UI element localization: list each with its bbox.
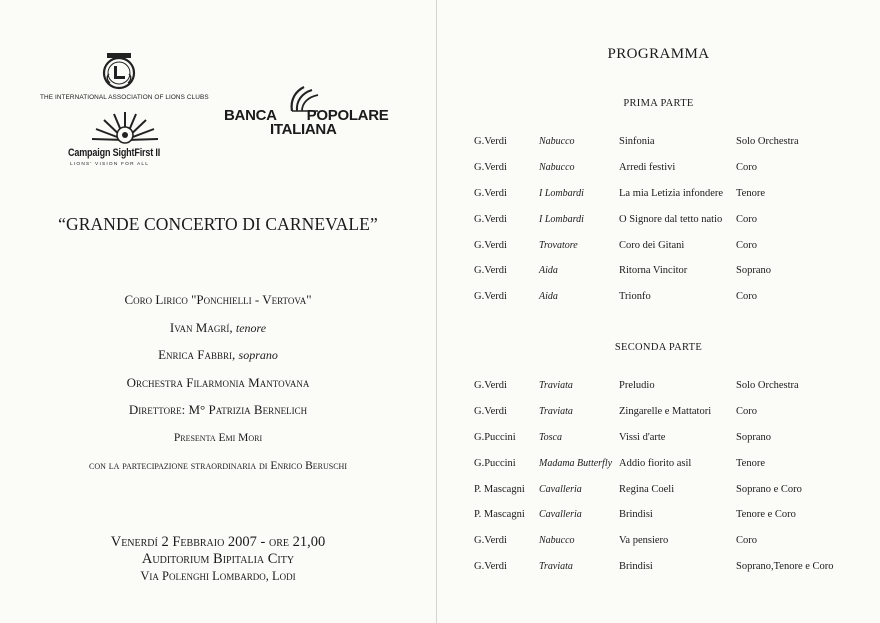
opera: Traviata: [539, 405, 573, 417]
piece: Addio fiorito asil: [619, 457, 692, 469]
opera: Tosca: [539, 431, 562, 443]
programme-row: [437, 291, 880, 317]
programme-row: [437, 406, 880, 432]
composer: G.Puccini: [474, 457, 516, 469]
conductor: Direttore: M° Patrizia Bernelich: [128, 402, 308, 418]
part1-table: [437, 136, 880, 317]
composer: P. Mascagni: [474, 509, 525, 521]
programme-row: [437, 561, 880, 587]
piece: Brindisi: [619, 509, 653, 521]
opera: Nabucco: [539, 535, 575, 547]
opera: Aida: [539, 291, 558, 303]
piece: Zingarelle e Mattatori: [619, 405, 712, 417]
composer: G.Verdi: [474, 213, 507, 225]
programme-row: [437, 162, 880, 188]
performer: Solo Orchestra: [736, 136, 799, 147]
opera: Madama Butterfly: [539, 457, 613, 469]
performer: Coro: [736, 239, 757, 251]
tenor: [0, 318, 436, 346]
opera: Cavalleria: [539, 483, 582, 495]
composer: G.Verdi: [474, 405, 507, 417]
event-info: [0, 533, 436, 584]
programme-row: [437, 136, 880, 162]
performer: Coro: [736, 161, 757, 173]
performer: Soprano: [736, 265, 771, 277]
bank-logo: [224, 85, 404, 137]
composer: G.Verdi: [474, 291, 507, 303]
sightfirst-logo: [68, 110, 198, 172]
soprano-role: soprano: [238, 348, 278, 363]
piece: La mia Letizia infondere: [619, 187, 724, 199]
part2-table: [437, 380, 880, 587]
programme-row: [437, 240, 880, 266]
performer: Soprano,Tenore e Coro: [736, 561, 834, 573]
piece: Ritorna Vincitor: [619, 265, 688, 277]
piece: Va pensiero: [619, 535, 669, 547]
composer: G.Verdi: [474, 239, 507, 251]
lions-emblem-icon: [101, 50, 137, 90]
piece: O Signore dal tetto natio: [619, 213, 723, 225]
opera: Trovatore: [539, 239, 578, 251]
bank-name-line2: ITALIANA: [270, 121, 337, 138]
composer: G.Verdi: [474, 380, 507, 391]
right-page: [437, 0, 880, 623]
performer: Soprano: [736, 431, 771, 443]
bank-word-popolare: POPOLARE: [306, 107, 389, 124]
lions-caption: THE INTERNATIONAL ASSOCIATION OF LIONS CLUBS: [40, 94, 209, 101]
opera: Cavalleria: [539, 509, 582, 521]
opera: I Lombardi: [539, 187, 584, 199]
presenter: Presenta Emi Mori: [173, 431, 263, 444]
opera: Aida: [539, 265, 558, 277]
tenor-role: tenore: [235, 320, 267, 335]
orchestra: Orchestra Filarmonia Mantovana: [126, 374, 310, 390]
bank-word-banca: BANCA: [224, 107, 277, 124]
sightfirst-tagline: LIONS' VISION FOR ALL: [70, 162, 150, 167]
opera: Nabucco: [539, 136, 575, 147]
composer: G.Verdi: [474, 561, 507, 573]
composer: G.Verdi: [474, 187, 507, 199]
programme-row: [437, 265, 880, 291]
piece: Brindisi: [619, 561, 653, 573]
opera: Nabucco: [539, 161, 575, 173]
event-venue: Auditorium Bipitalia City: [141, 551, 295, 567]
concert-title: “GRANDE CONCERTO DI CARNEVALE”: [58, 214, 378, 234]
performer: Tenore e Coro: [736, 509, 796, 521]
soprano-name: Enrica Fabbri,: [158, 347, 236, 363]
programme-row: [437, 214, 880, 240]
soprano: [0, 345, 436, 373]
sunburst-icon: [90, 110, 160, 148]
performer: Tenore: [736, 187, 765, 199]
piece: Preludio: [619, 380, 655, 391]
programme-row: [437, 484, 880, 510]
programme-row: [437, 535, 880, 561]
piece: Trionfo: [619, 291, 651, 303]
programme-row: [437, 509, 880, 535]
opera: I Lombardi: [539, 213, 584, 225]
composer: G.Verdi: [474, 161, 507, 173]
tenor-name: Ivan Magrí,: [169, 319, 233, 335]
part2-heading: SECONDA PARTE: [614, 342, 703, 353]
performer: Soprano e Coro: [736, 483, 802, 495]
choir: Coro Lirico "Ponchielli - Vertova": [124, 292, 312, 307]
programme-row: [437, 432, 880, 458]
programme-title: PROGRAMMA: [607, 46, 710, 62]
opera: Traviata: [539, 561, 573, 573]
performer: Coro: [736, 405, 757, 417]
performer: Coro: [736, 213, 757, 225]
left-page: [0, 0, 437, 623]
performers-list: [0, 290, 436, 483]
composer: G.Verdi: [474, 136, 507, 147]
part1-heading: PRIMA PARTE: [623, 98, 694, 109]
piece: Sinfonia: [619, 136, 655, 147]
programme-row: [437, 380, 880, 406]
piece: Arredi festivi: [619, 161, 676, 173]
piece: Regina Coeli: [619, 483, 675, 495]
composer: G.Verdi: [474, 265, 507, 277]
performer: Solo Orchestra: [736, 380, 799, 391]
performer: Coro: [736, 291, 757, 303]
sightfirst-name: Campaign SightFirst II: [68, 147, 161, 159]
piece: Coro dei Gitani: [619, 239, 685, 251]
programme-row: [437, 458, 880, 484]
composer: G.Verdi: [474, 535, 507, 547]
composer: P. Mascagni: [474, 483, 525, 495]
event-address: Via Polenghi Lombardo, Lodi: [140, 569, 296, 583]
event-date-time: Venerdí 2 Febbraio 2007 - ore 21,00: [110, 534, 326, 550]
programme-row: [437, 188, 880, 214]
special-guest: con la partecipazione straordinaria di Enrico Beruschi: [89, 459, 347, 472]
composer: G.Puccini: [474, 431, 516, 443]
opera: Traviata: [539, 380, 573, 391]
performer: Coro: [736, 535, 757, 547]
performer: Tenore: [736, 457, 765, 469]
piece: Vissi d'arte: [619, 431, 666, 443]
